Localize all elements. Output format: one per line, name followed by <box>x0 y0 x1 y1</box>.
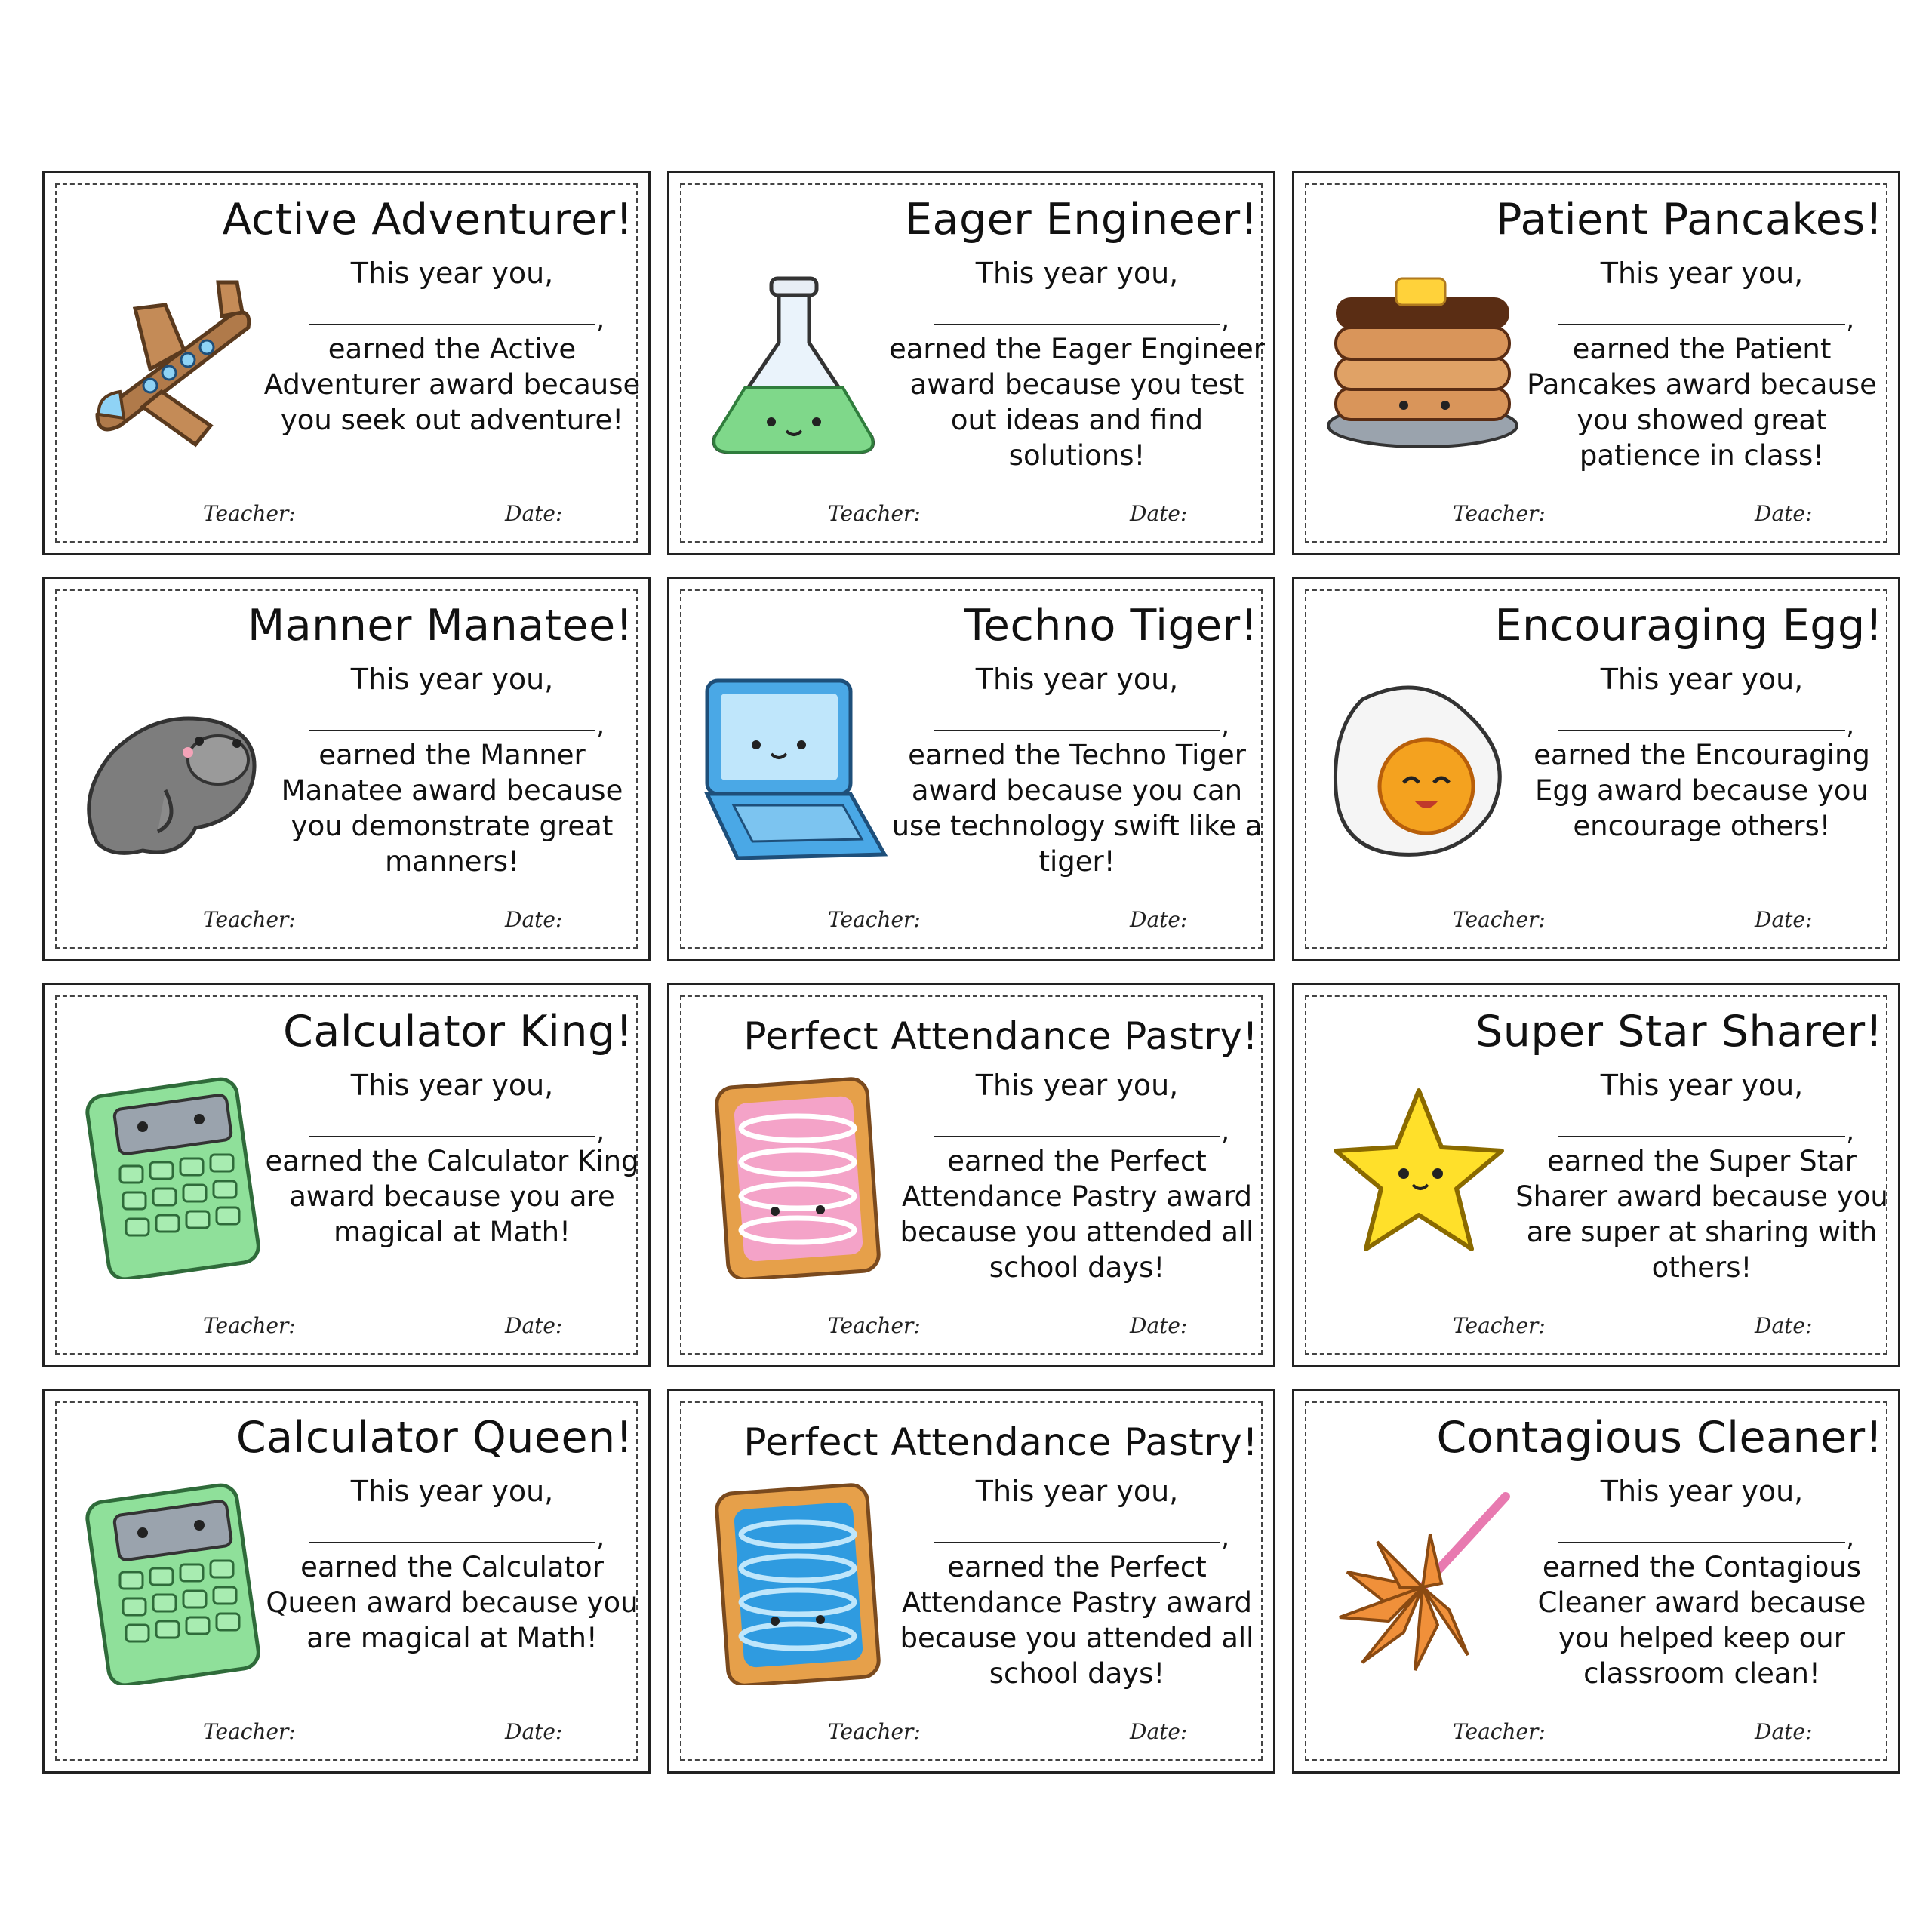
award-text <box>1513 256 1890 473</box>
award-body: earned the Eager Engineer award because you test out ideas and find solutions! <box>888 333 1265 472</box>
award-title: Calculator King! <box>283 1007 633 1057</box>
name-blank-line <box>934 1115 1220 1137</box>
calculator-icon <box>67 1075 271 1279</box>
name-blank-line <box>1558 1115 1845 1137</box>
intro-line: This year you, <box>975 1475 1179 1508</box>
award-body: earned the Perfect Attendance Pastry award because you attended all school days! <box>900 1551 1254 1690</box>
teacher-label: Teacher: <box>828 907 921 932</box>
award-body: earned the Patient Pancakes award because you showed great patience in class! <box>1527 333 1877 472</box>
date-label: Date: <box>1755 907 1813 932</box>
award-card-grid <box>42 171 1900 1774</box>
award-title: Techno Tiger! <box>964 601 1258 651</box>
award-body: earned the Contagious Cleaner award because you helped keep our classroom clean! <box>1537 1551 1866 1690</box>
airplane-icon <box>67 263 271 467</box>
intro-line: This year you, <box>1600 663 1804 696</box>
award-body: earned the Calculator King award because you are magical at Math! <box>265 1145 639 1248</box>
teacher-label: Teacher: <box>1453 501 1546 526</box>
name-blank-line <box>1558 709 1845 731</box>
award-text <box>1513 1068 1890 1285</box>
teacher-label: Teacher: <box>828 1313 921 1338</box>
teacher-label: Teacher: <box>1453 1313 1546 1338</box>
award-body: earned the Calculator Queen award because you are magical at Math! <box>266 1551 638 1654</box>
intro-line: This year you, <box>350 257 554 290</box>
flask-icon <box>692 263 896 467</box>
award-card <box>42 983 651 1367</box>
name-blank-line <box>934 303 1220 325</box>
name-blank-line <box>1558 303 1845 325</box>
date-label: Date: <box>1130 501 1188 526</box>
award-card <box>42 171 651 555</box>
intro-line: This year you, <box>350 1069 554 1102</box>
intro-line: This year you, <box>975 257 1179 290</box>
award-text <box>263 662 641 879</box>
date-label: Date: <box>505 501 563 526</box>
award-title: Calculator Queen! <box>235 1413 633 1463</box>
award-card <box>42 1389 651 1774</box>
award-title: Encouraging Egg! <box>1494 601 1883 651</box>
date-label: Date: <box>505 1719 563 1744</box>
date-label: Date: <box>1755 1719 1813 1744</box>
name-blank-line <box>934 1521 1220 1543</box>
award-title: Contagious Cleaner! <box>1436 1413 1883 1463</box>
award-card <box>1292 983 1900 1367</box>
date-label: Date: <box>1755 1313 1813 1338</box>
teacher-label: Teacher: <box>1453 1719 1546 1744</box>
intro-line: This year you, <box>975 1069 1179 1102</box>
award-title: Patient Pancakes! <box>1496 195 1883 245</box>
egg-icon <box>1317 669 1521 873</box>
award-title: Eager Engineer! <box>905 195 1258 245</box>
intro-line: This year you, <box>1600 1069 1804 1102</box>
award-title: Super Star Sharer! <box>1475 1007 1883 1057</box>
award-body: earned the Perfect Attendance Pastry award because you attended all school days! <box>900 1145 1254 1284</box>
duster-icon <box>1317 1481 1521 1685</box>
name-blank-line <box>309 1521 595 1543</box>
award-card <box>1292 171 1900 555</box>
laptop-icon <box>692 669 896 873</box>
award-text <box>1513 662 1890 844</box>
teacher-label: Teacher: <box>1453 907 1546 932</box>
date-label: Date: <box>1130 907 1188 932</box>
teacher-label: Teacher: <box>203 1719 296 1744</box>
intro-line: This year you, <box>350 663 554 696</box>
award-title: Perfect Attendance Pastry! <box>743 1420 1258 1464</box>
name-blank-line <box>309 709 595 731</box>
award-text <box>1513 1474 1890 1691</box>
award-body: earned the Manner Manatee award because you demonstrate great manners! <box>281 739 623 878</box>
date-label: Date: <box>1755 501 1813 526</box>
award-card <box>42 577 651 961</box>
manatee-icon <box>67 669 271 873</box>
award-text <box>263 256 641 438</box>
date-label: Date: <box>505 1313 563 1338</box>
intro-line: This year you, <box>975 663 1179 696</box>
pink-pastry-icon <box>692 1075 896 1279</box>
award-text <box>888 1068 1266 1285</box>
intro-line: This year you, <box>350 1475 554 1508</box>
date-label: Date: <box>1130 1719 1188 1744</box>
award-card <box>667 1389 1275 1774</box>
award-body: earned the Super Star Sharer award because you are super at sharing with others! <box>1515 1145 1888 1284</box>
date-label: Date: <box>505 907 563 932</box>
name-blank-line <box>309 1115 595 1137</box>
teacher-label: Teacher: <box>828 501 921 526</box>
teacher-label: Teacher: <box>203 1313 296 1338</box>
pancakes-icon <box>1317 263 1521 467</box>
award-text <box>888 662 1266 879</box>
name-blank-line <box>934 709 1220 731</box>
award-title: Manner Manatee! <box>248 601 633 651</box>
award-text <box>888 256 1266 473</box>
award-text <box>263 1068 641 1250</box>
intro-line: This year you, <box>1600 1475 1804 1508</box>
award-card <box>667 171 1275 555</box>
calculator-icon <box>67 1481 271 1685</box>
award-card <box>667 983 1275 1367</box>
award-title: Perfect Attendance Pastry! <box>743 1014 1258 1058</box>
teacher-label: Teacher: <box>203 501 296 526</box>
award-card <box>1292 577 1900 961</box>
award-card <box>667 577 1275 961</box>
teacher-label: Teacher: <box>828 1719 921 1744</box>
award-body: earned the Encouraging Egg award because you encourage others! <box>1534 739 1870 842</box>
star-icon <box>1317 1075 1521 1279</box>
intro-line: This year you, <box>1600 257 1804 290</box>
award-text <box>263 1474 641 1656</box>
award-card <box>1292 1389 1900 1774</box>
name-blank-line <box>309 303 595 325</box>
award-text <box>888 1474 1266 1691</box>
name-blank-line <box>1558 1521 1845 1543</box>
blue-pastry-icon <box>692 1481 896 1685</box>
date-label: Date: <box>1130 1313 1188 1338</box>
award-body: earned the Active Adventurer award because you seek out adventure! <box>263 333 641 436</box>
teacher-label: Teacher: <box>203 907 296 932</box>
award-body: earned the Techno Tiger award because you can use technology swift like a tiger! <box>891 739 1263 878</box>
award-title: Active Adventurer! <box>222 195 633 245</box>
